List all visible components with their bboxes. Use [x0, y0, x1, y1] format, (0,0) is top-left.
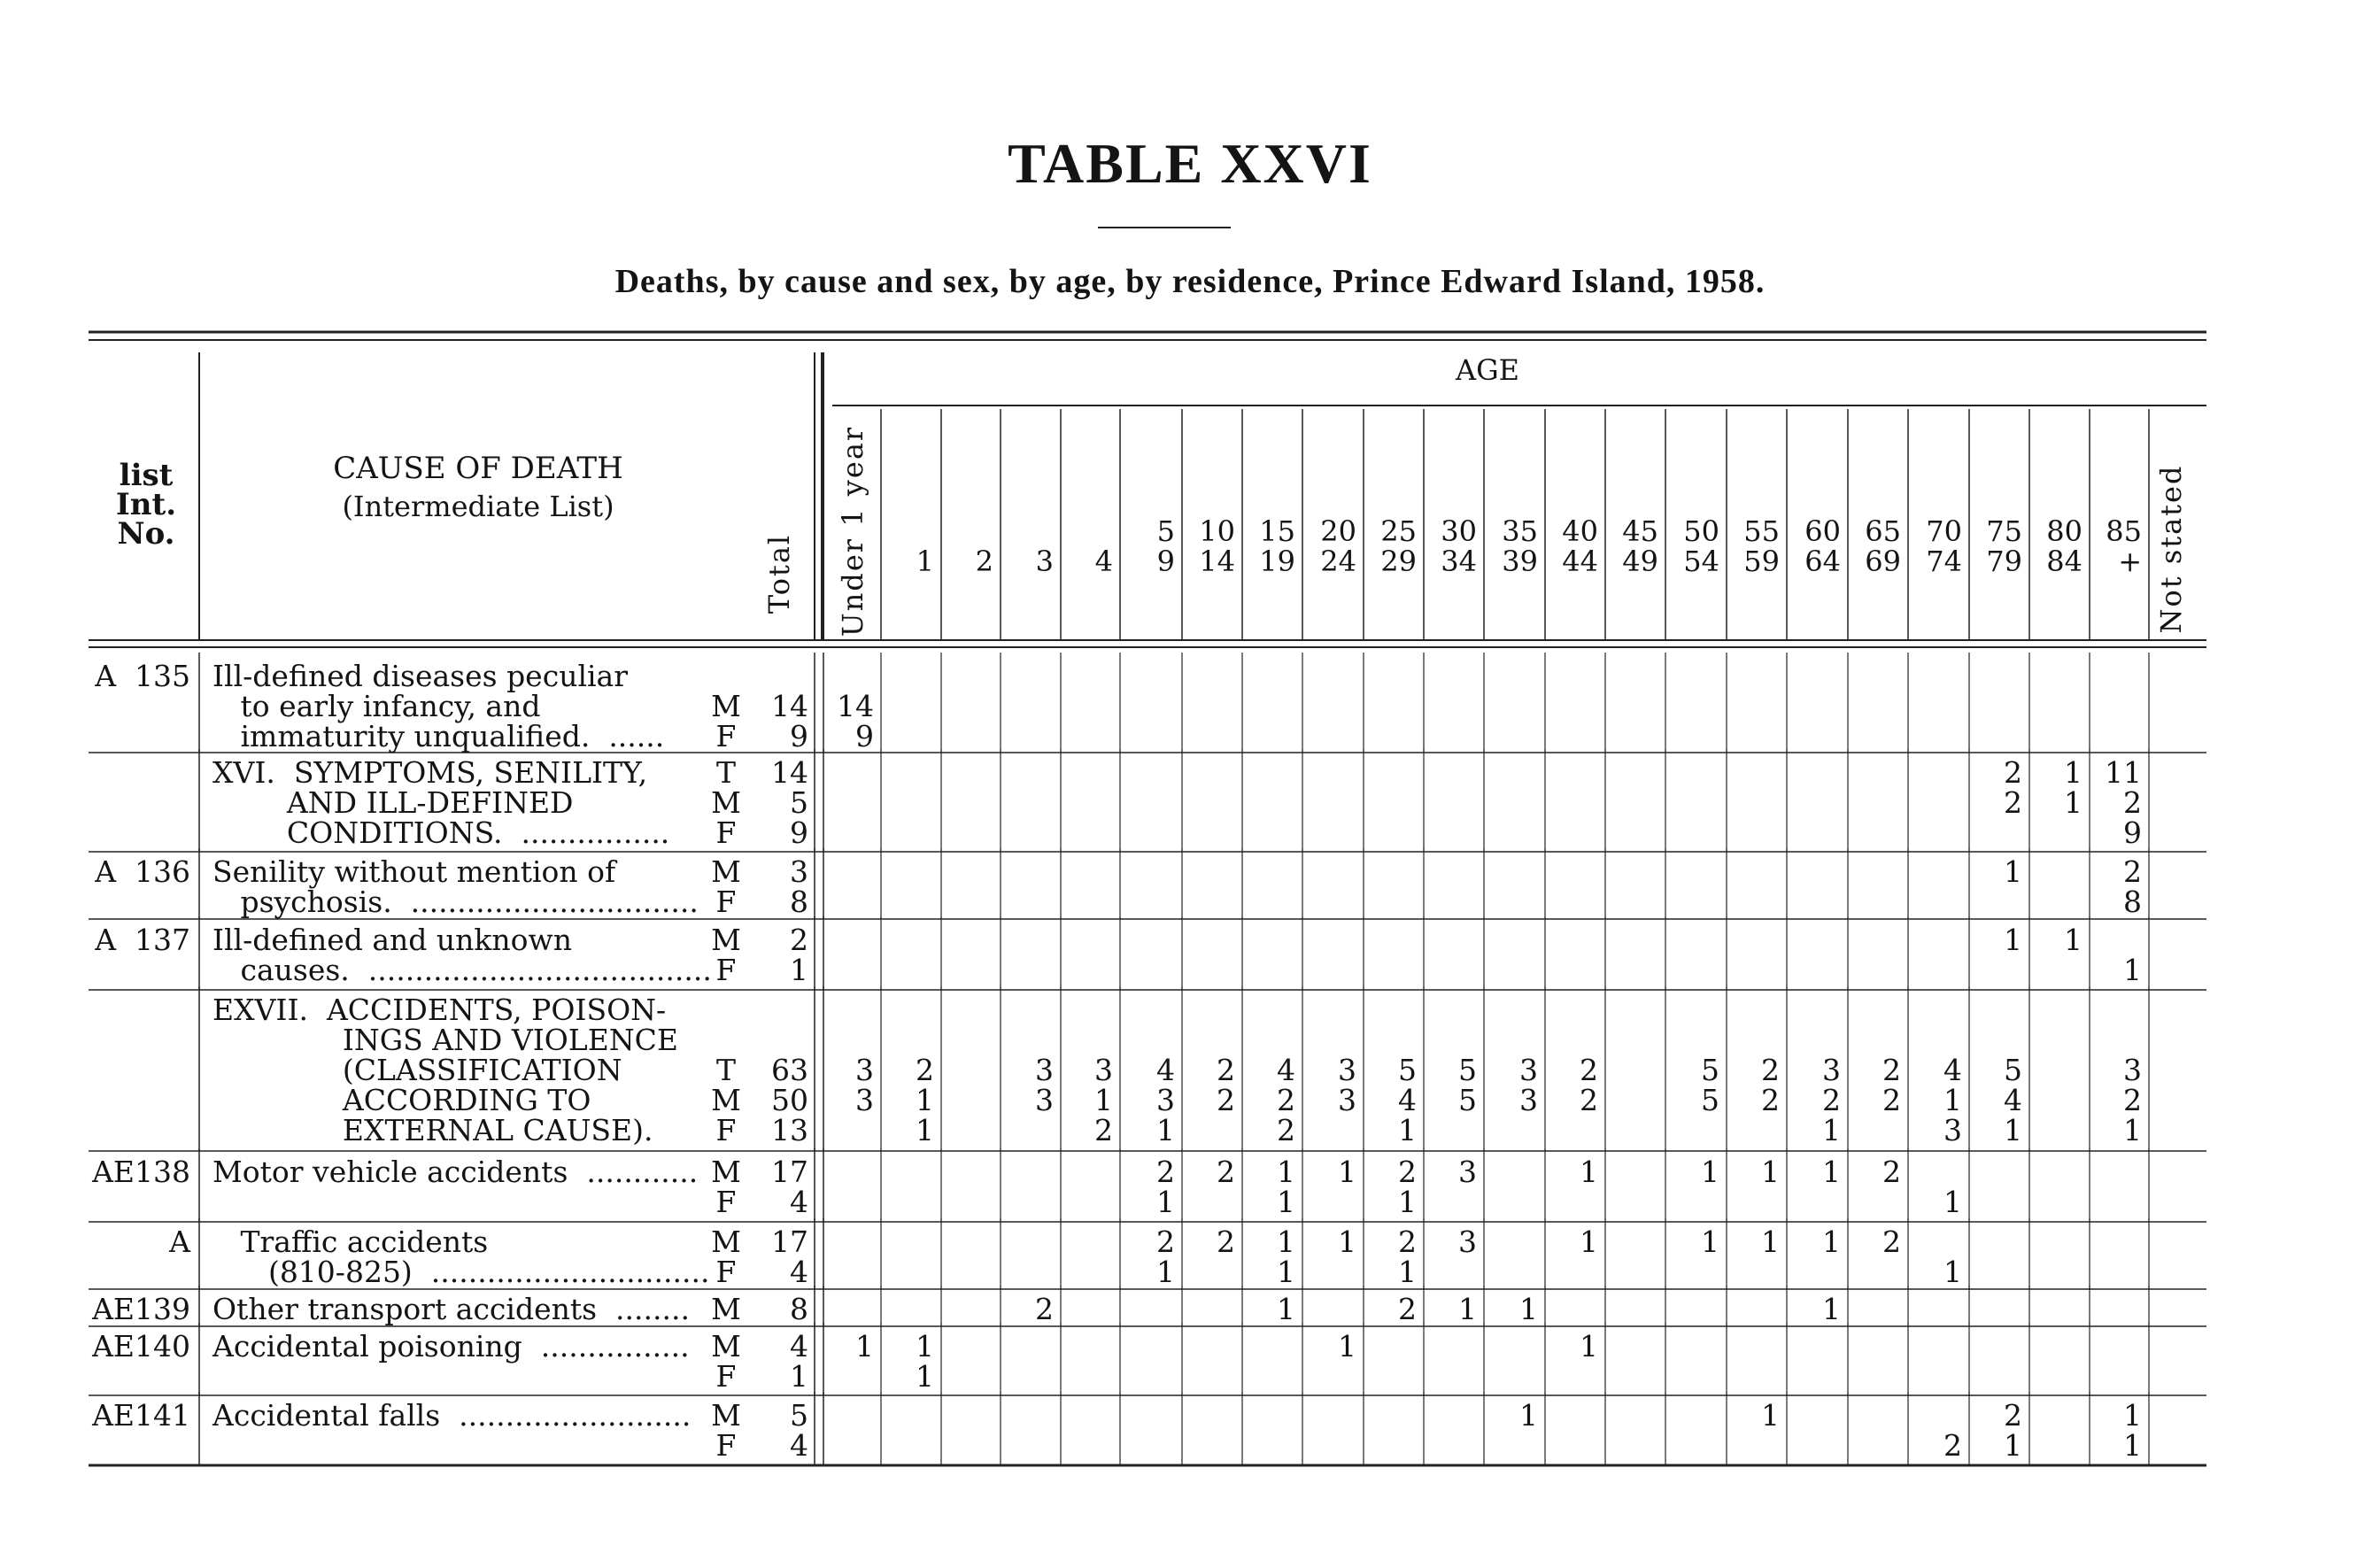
- row-age-value: 2: [2004, 785, 2022, 820]
- row-age-value: 1: [1277, 1292, 1295, 1326]
- row-age-value: 2: [1882, 1053, 1901, 1087]
- header-age-to: 79: [1986, 545, 2022, 578]
- row-cause-label: Ill-defined diseases peculiar: [212, 659, 629, 693]
- row-sex-label: M: [711, 1083, 741, 1117]
- row-age-value: 3: [1338, 1053, 1356, 1087]
- row-cause-label: ACCORDING TO: [212, 1083, 591, 1117]
- row-age-value: 2: [1882, 1155, 1901, 1189]
- header-age-to: 2: [975, 545, 993, 578]
- header-age-to: 44: [1562, 545, 1598, 578]
- row-age-value: 1: [1519, 1292, 1538, 1326]
- row-age-value: 1: [2064, 755, 2082, 790]
- row-cause-label: Motor vehicle accidents ............: [212, 1155, 699, 1189]
- row-sex-label: M: [711, 923, 741, 957]
- header-age-from: 75: [1986, 514, 2022, 548]
- header-age-from: 50: [1683, 514, 1719, 548]
- row-cause-label: (810-825) ..............................: [212, 1255, 710, 1289]
- row-age-value: 1: [2004, 923, 2022, 957]
- row-age-value: 9: [855, 719, 874, 753]
- header-age-from: 55: [1743, 514, 1780, 548]
- row-code: AE138: [92, 1155, 190, 1189]
- row-total-value: 4: [790, 1329, 808, 1363]
- row-total-value: 3: [790, 854, 808, 889]
- row-age-value: 2: [1277, 1083, 1295, 1117]
- row-cause-label: XVI. SYMPTOMS, SENILITY,: [212, 755, 648, 790]
- row-sex-label: F: [715, 1185, 737, 1219]
- header-age-to: 54: [1683, 545, 1719, 578]
- row-code: AE141: [92, 1398, 190, 1433]
- row-age-value: 3: [1035, 1083, 1054, 1117]
- row-cause-label: Traffic accidents: [212, 1224, 489, 1259]
- row-age-value: 11: [2105, 755, 2142, 790]
- row-total-value: 4: [790, 1255, 808, 1289]
- row-total-value: 4: [790, 1428, 808, 1463]
- header-int-label: Int.: [115, 487, 177, 522]
- row-age-value: 1: [1398, 1255, 1417, 1289]
- header-age-to: 19: [1259, 545, 1295, 578]
- row-total-value: 63: [771, 1053, 808, 1087]
- header-age-from: 45: [1622, 514, 1658, 548]
- row-sex-label: F: [715, 953, 737, 987]
- row-age-value: 5: [2004, 1053, 2022, 1087]
- row-age-value: 8: [2123, 885, 2142, 919]
- row-age-value: 1: [2064, 785, 2082, 820]
- row-age-value: 1: [1701, 1155, 1719, 1189]
- row-age-value: 5: [1458, 1083, 1477, 1117]
- row-age-value: 3: [2123, 1053, 2142, 1087]
- row-age-value: 2: [1822, 1083, 1841, 1117]
- row-age-value: 1: [1943, 1083, 1962, 1117]
- row-age-value: 3: [1338, 1083, 1356, 1117]
- row-age-value: 1: [1943, 1255, 1962, 1289]
- row-code: A 137: [95, 923, 190, 957]
- row-age-value: 3: [1519, 1053, 1538, 1087]
- header-age-to: 69: [1865, 545, 1901, 578]
- row-age-value: 3: [1156, 1083, 1175, 1117]
- row-total-value: 50: [771, 1083, 808, 1117]
- header-age-from: 80: [2046, 514, 2082, 548]
- header-age-to: 24: [1320, 545, 1356, 578]
- row-age-value: 2: [1156, 1155, 1175, 1189]
- row-age-value: 2: [1217, 1155, 1235, 1189]
- header-age-from: 20: [1320, 514, 1356, 548]
- row-age-value: 3: [855, 1083, 874, 1117]
- row-age-value: 2: [2004, 755, 2022, 790]
- row-age-value: 2: [1943, 1428, 1962, 1463]
- header-age-to: 74: [1926, 545, 1962, 578]
- header-age-to: 9: [1156, 545, 1175, 578]
- header-age-to: 39: [1502, 545, 1538, 578]
- row-age-value: 2: [2004, 1398, 2022, 1433]
- row-sex-label: M: [711, 1155, 741, 1189]
- row-age-value: 2: [1094, 1113, 1113, 1147]
- row-cause-label: immaturity unqualified. ......: [212, 719, 665, 753]
- row-age-value: 2: [1217, 1083, 1235, 1117]
- row-age-value: 3: [1094, 1053, 1113, 1087]
- header-age-to: +: [2118, 545, 2142, 578]
- row-age-value: 2: [1217, 1053, 1235, 1087]
- row-age-value: 1: [1822, 1224, 1841, 1259]
- header-age-to: 14: [1199, 545, 1235, 578]
- row-age-value: 1: [1580, 1329, 1598, 1363]
- row-age-value: 1: [1338, 1155, 1356, 1189]
- header-age-from: 30: [1441, 514, 1477, 548]
- row-age-value: 1: [2123, 1428, 2142, 1463]
- header-age-from: 35: [1502, 514, 1538, 548]
- row-age-value: 2: [1156, 1224, 1175, 1259]
- row-age-value: 5: [1398, 1053, 1417, 1087]
- header-age-from: 15: [1259, 514, 1295, 548]
- header-cause-label: CAUSE OF DEATH: [333, 451, 623, 486]
- row-total-value: 1: [790, 953, 808, 987]
- row-age-value: 2: [2123, 854, 2142, 889]
- header-age-to: 29: [1380, 545, 1417, 578]
- row-age-value: 2: [1761, 1053, 1780, 1087]
- row-age-value: 1: [1761, 1155, 1780, 1189]
- row-total-value: 5: [790, 785, 808, 820]
- row-age-value: 2: [1217, 1224, 1235, 1259]
- row-sex-label: M: [711, 1329, 741, 1363]
- row-age-value: 1: [916, 1083, 934, 1117]
- header-age-from: 5: [1156, 514, 1175, 548]
- row-cause-label: CONDITIONS. ................: [212, 815, 670, 850]
- row-age-value: 2: [1761, 1083, 1780, 1117]
- row-age-value: 1: [1398, 1185, 1417, 1219]
- row-age-value: 1: [855, 1329, 874, 1363]
- row-age-value: 2: [1580, 1053, 1598, 1087]
- row-age-value: 1: [2064, 923, 2082, 957]
- row-total-value: 4: [790, 1185, 808, 1219]
- header-age-from: 10: [1199, 514, 1235, 548]
- header-age-to: 4: [1094, 545, 1113, 578]
- row-code: A: [169, 1224, 190, 1259]
- row-age-value: 14: [837, 689, 874, 723]
- row-age-value: 2: [916, 1053, 934, 1087]
- row-age-value: 1: [1338, 1329, 1356, 1363]
- row-age-value: 1: [1580, 1224, 1598, 1259]
- row-age-value: 1: [1277, 1224, 1295, 1259]
- row-age-value: 1: [1277, 1255, 1295, 1289]
- row-age-value: 3: [855, 1053, 874, 1087]
- row-cause-label: Accidental poisoning ................: [212, 1329, 690, 1363]
- row-age-value: 2: [1035, 1292, 1054, 1326]
- row-age-value: 1: [1822, 1292, 1841, 1326]
- row-age-value: 1: [2123, 1113, 2142, 1147]
- header-list-label: list: [119, 458, 174, 493]
- row-total-value: 14: [771, 755, 808, 790]
- row-sex-label: T: [715, 1053, 736, 1087]
- row-age-value: 1: [916, 1113, 934, 1147]
- header-no-label: No.: [117, 516, 175, 552]
- row-cause-label: Other transport accidents ........: [212, 1292, 690, 1326]
- row-age-value: 1: [2004, 1428, 2022, 1463]
- row-age-value: 1: [1156, 1185, 1175, 1219]
- row-code: A 135: [95, 659, 190, 693]
- header-age-to: 64: [1804, 545, 1841, 578]
- header-age-to: 1: [916, 545, 934, 578]
- row-age-value: 4: [1277, 1053, 1295, 1087]
- header-age-label: AGE: [1455, 353, 1520, 387]
- row-age-value: 1: [1156, 1113, 1175, 1147]
- header-age-from: 85: [2106, 514, 2142, 548]
- row-sex-label: F: [715, 885, 737, 919]
- row-age-value: 1: [1701, 1224, 1719, 1259]
- header-age-to: 84: [2046, 545, 2082, 578]
- row-age-value: 1: [1761, 1398, 1780, 1433]
- row-age-value: 1: [916, 1359, 934, 1394]
- row-age-value: 2: [2123, 1083, 2142, 1117]
- row-sex-label: M: [711, 785, 741, 820]
- header-age-from: 40: [1562, 514, 1598, 548]
- table-subtitle: Deaths, by cause and sex, by age, by residence, Prince Edward Island, 1958.: [614, 263, 1766, 300]
- row-cause-label: Senility without mention of: [212, 854, 616, 889]
- row-sex-label: F: [715, 1113, 737, 1147]
- row-cause-label: AND ILL-DEFINED: [212, 785, 574, 820]
- row-code: AE139: [92, 1292, 190, 1326]
- row-age-value: 1: [1277, 1155, 1295, 1189]
- row-age-value: 4: [2004, 1083, 2022, 1117]
- row-age-value: 5: [1458, 1053, 1477, 1087]
- row-cause-label: to early infancy, and: [212, 689, 541, 723]
- row-age-value: 1: [916, 1329, 934, 1363]
- row-cause-label: psychosis. ...............................: [212, 885, 699, 919]
- row-age-value: 1: [1519, 1398, 1538, 1433]
- row-age-value: 1: [1761, 1224, 1780, 1259]
- row-cause-label: causes. .....................................: [212, 953, 712, 987]
- row-cause-label: Ill-defined and unknown: [212, 923, 573, 957]
- header-age-to: 3: [1035, 545, 1054, 578]
- header-age-from: 25: [1380, 514, 1417, 548]
- row-age-value: 1: [1822, 1155, 1841, 1189]
- row-age-value: 2: [1277, 1113, 1295, 1147]
- row-cause-label: EXVII. ACCIDENTS, POISON-: [212, 993, 667, 1027]
- row-age-value: 3: [1943, 1113, 1962, 1147]
- row-total-value: 17: [771, 1155, 808, 1189]
- row-sex-label: F: [715, 1255, 737, 1289]
- header-age-from: 70: [1926, 514, 1962, 548]
- row-total-value: 1: [790, 1359, 808, 1394]
- header-age-from: 60: [1804, 514, 1841, 548]
- row-age-value: 9: [2123, 815, 2142, 850]
- row-age-value: 2: [1882, 1083, 1901, 1117]
- row-sex-label: F: [715, 815, 737, 850]
- row-age-value: 2: [1580, 1083, 1598, 1117]
- row-age-value: 3: [1458, 1224, 1477, 1259]
- row-code: A 136: [95, 854, 190, 889]
- row-age-value: 1: [2004, 1113, 2022, 1147]
- row-total-value: 8: [790, 1292, 808, 1326]
- row-cause-label: Accidental falls .........................: [212, 1398, 692, 1433]
- header-under-1-label: Under 1 year: [836, 425, 869, 637]
- row-age-value: 3: [1035, 1053, 1054, 1087]
- row-age-value: 1: [1094, 1083, 1113, 1117]
- row-age-value: 1: [1943, 1185, 1962, 1219]
- row-total-value: 8: [790, 885, 808, 919]
- row-total-value: 14: [771, 689, 808, 723]
- row-sex-label: M: [711, 854, 741, 889]
- row-age-value: 1: [2123, 1398, 2142, 1433]
- header-age-to: 34: [1441, 545, 1477, 578]
- row-age-value: 4: [1943, 1053, 1962, 1087]
- row-total-value: 13: [771, 1113, 808, 1147]
- header-cause-sublabel: (Intermediate List): [342, 490, 614, 523]
- row-age-value: 1: [1822, 1113, 1841, 1147]
- row-total-value: 5: [790, 1398, 808, 1433]
- row-age-value: 1: [1277, 1185, 1295, 1219]
- row-age-value: 3: [1519, 1083, 1538, 1117]
- header-total-label: Total: [762, 533, 796, 614]
- row-total-value: 2: [790, 923, 808, 957]
- row-age-value: 4: [1398, 1083, 1417, 1117]
- header-age-from: 65: [1865, 514, 1901, 548]
- row-age-value: 2: [1398, 1155, 1417, 1189]
- row-sex-label: M: [711, 1224, 741, 1259]
- row-age-value: 1: [2004, 854, 2022, 889]
- row-total-value: 17: [771, 1224, 808, 1259]
- table-title: TABLE XXVI: [1008, 132, 1372, 195]
- row-age-value: 1: [1580, 1155, 1598, 1189]
- row-sex-label: F: [715, 1359, 737, 1394]
- row-age-value: 1: [1156, 1255, 1175, 1289]
- row-age-value: 2: [1398, 1224, 1417, 1259]
- row-age-value: 2: [1882, 1224, 1901, 1259]
- header-age-to: 59: [1743, 545, 1780, 578]
- row-cause-label: (CLASSIFICATION: [212, 1053, 622, 1087]
- row-age-value: 3: [1822, 1053, 1841, 1087]
- row-age-value: 1: [1458, 1292, 1477, 1326]
- row-age-value: 5: [1701, 1083, 1719, 1117]
- row-sex-label: F: [715, 1428, 737, 1463]
- row-age-value: 2: [2123, 785, 2142, 820]
- row-age-value: 1: [1398, 1113, 1417, 1147]
- row-cause-label: INGS AND VIOLENCE: [212, 1023, 679, 1057]
- header-not-stated-label: Not stated: [2154, 464, 2188, 634]
- row-age-value: 4: [1156, 1053, 1175, 1087]
- row-sex-label: M: [711, 689, 741, 723]
- row-age-value: 2: [1398, 1292, 1417, 1326]
- row-age-value: 1: [2123, 953, 2142, 987]
- row-age-value: 5: [1701, 1053, 1719, 1087]
- row-total-value: 9: [790, 719, 808, 753]
- row-sex-label: M: [711, 1292, 741, 1326]
- row-sex-label: T: [715, 755, 736, 790]
- row-sex-label: F: [715, 719, 737, 753]
- row-total-value: 9: [790, 815, 808, 850]
- row-cause-label: EXTERNAL CAUSE).: [212, 1113, 653, 1147]
- header-age-to: 49: [1622, 545, 1658, 578]
- row-age-value: 3: [1458, 1155, 1477, 1189]
- row-sex-label: M: [711, 1398, 741, 1433]
- row-age-value: 1: [1338, 1224, 1356, 1259]
- row-code: AE140: [92, 1329, 190, 1363]
